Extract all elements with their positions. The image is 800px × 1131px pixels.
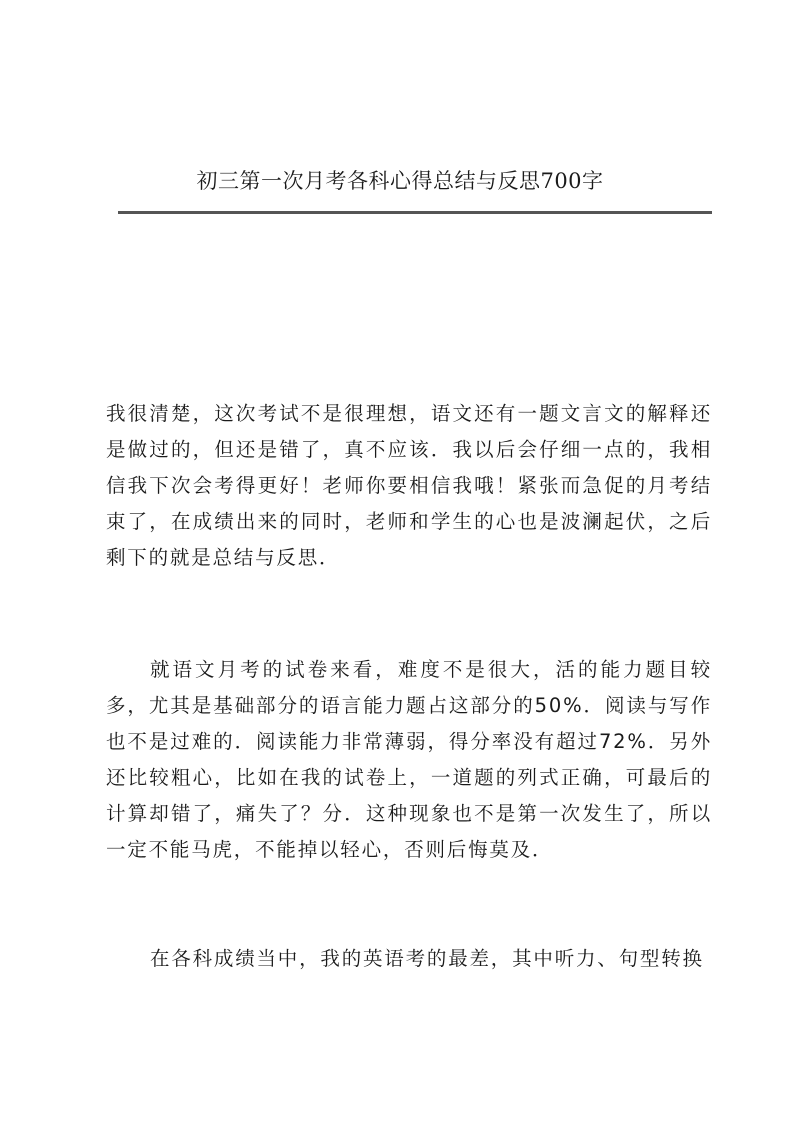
paragraph-3: 在各科成绩当中，我的英语考的最差，其中听力、句型转换 [150,947,704,970]
paragraph-1: 我很清楚，这次考试不是很理想，语文还有一题文言文的解释还是做过的，但还是错了，真不应该．我以后会仔细一点的，我相信我下次会考得更好！老师你要相信我哦！紧张而急促的月考结束了，在成绩出来的同时，老师和学生的心也是波澜起伏，之后剩下的就是总结与反思． [106,402,712,569]
title-divider [118,211,712,214]
page-title: 初三第一次月考各科心得总结与反思700字 [196,169,604,193]
paragraph-2: 就语文月考的试卷来看，难度不是很大，活的能力题目较多，尤其是基础部分的语言能力题占这部分的50%．阅读与写作也不是过难的．阅读能力非常薄弱，得分率没有超过72%．另外还比较粗心，比如在我的试卷上，一道题的列式正确，可最后的计算却错了，痛失了？分．这种现象也不是第一次发生了，所以一定不能马虎，不能掉以轻心，否则后悔莫及． [106,658,712,861]
